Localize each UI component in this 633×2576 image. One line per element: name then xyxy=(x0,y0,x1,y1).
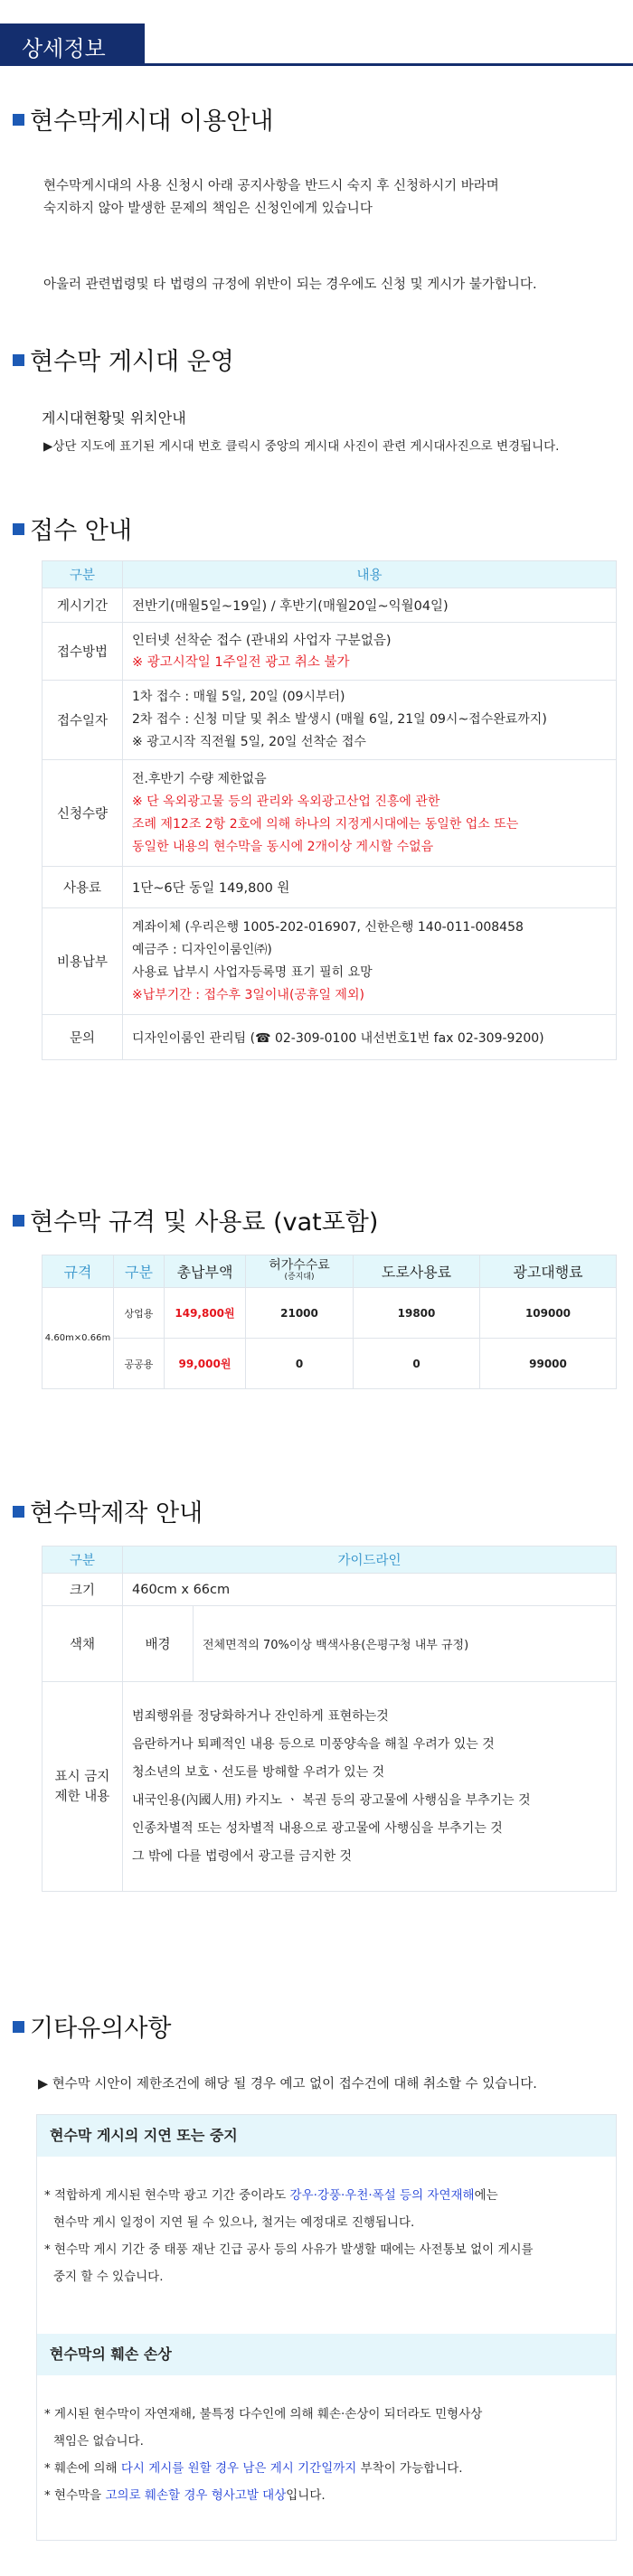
reception-row-value: 인터넷 선착순 접수 (관내외 사업자 구분없음) ※ 광고시작일 1주일전 광고 취소 불가 xyxy=(123,623,617,681)
production-ban-list xyxy=(123,1682,617,1892)
reception-row-label: 게시기간 xyxy=(43,588,123,623)
ban-item: 인종차별적 또는 성차별적 내용으로 광고물에 사행심을 부추기는 것 xyxy=(132,1820,503,1836)
delay-box-title: 현수막 게시의 지연 또는 중지 xyxy=(37,2115,616,2157)
section4-title: 현수막 규격 및 사용료 (vat포함) xyxy=(13,1202,378,1237)
fee-total-cell: 99,000원 xyxy=(165,1339,246,1389)
reception-row-label: 신청수량 xyxy=(43,760,123,867)
fee-table xyxy=(42,1255,617,1389)
production-ban-label: 표시 금지 제한 내용 xyxy=(43,1682,123,1892)
section6-title: 기타유의사항 xyxy=(13,2008,172,2044)
section1-text-1: 현수막게시대의 사용 신청시 아래 공지사항을 반드시 숙지 후 신청하시기 바라며 xyxy=(43,179,499,193)
reception-row-label: 사용료 xyxy=(43,867,123,908)
reception-row-value: 1차 접수 : 매월 5일, 20일 (09시부터) 2차 접수 : 신청 미달 및 취소 발생시 (매월 6일, 21일 09시~접수완료까지) ※ 광고시작 직전월 5일, 20일 선착순 접수 xyxy=(123,681,617,760)
ban-item: 그 밖에 다를 법령에서 광고를 금지한 것 xyxy=(132,1848,353,1864)
detail-tab-label: 상세정보 xyxy=(22,36,106,61)
section5-title: 현수막제작 안내 xyxy=(13,1493,203,1528)
fee-permit-cell: 21000 xyxy=(246,1288,354,1339)
reception-table xyxy=(42,560,617,1060)
location-subtitle: 게시대현황및 위치안내 xyxy=(42,409,186,427)
reception-row-value: 1단~6단 동일 149,800 원 xyxy=(123,867,617,908)
section3-title: 접수 안내 xyxy=(13,511,132,546)
reception-row-label: 접수방법 xyxy=(43,623,123,681)
section1-text-3: 아울러 관련법령및 타 법령의 규정에 위반이 되는 경우에도 신청 및 게시가 불가합니다. xyxy=(43,277,537,292)
damage-box-title: 현수막의 훼손 손상 xyxy=(37,2334,616,2375)
fee-header-size: 규격 xyxy=(43,1255,114,1288)
fee-road-cell: 19800 xyxy=(354,1288,480,1339)
production-size-label: 크기 xyxy=(43,1574,123,1606)
location-note: ▶상단 지도에 표기된 게시대 번호 클릭시 중앙의 게시대 사진이 관련 게시대사진으로 변경됩니다. xyxy=(43,439,560,454)
damage-box-body: * 게시된 현수막이 자연재해, 불특정 다수인에 의해 훼손·손상이 되더라도 민형사상 책임은 없습니다. * 훼손에 의해 다시 게시를 원할 경우 남은 게시 기간일까지 부착이 가능합니다. * 현수막을 고의로 훼손할 경우 형사고발 대상입니다. xyxy=(44,2407,483,2503)
square-bullet-icon xyxy=(13,114,24,126)
section1-title: 현수막게시대 이용안내 xyxy=(13,101,273,136)
square-bullet-icon xyxy=(13,354,24,366)
fee-type-cell: 공공용 xyxy=(114,1339,165,1389)
production-color-label: 색채 xyxy=(43,1606,123,1682)
delay-box-body: * 적합하게 게시된 현수막 광고 기간 중이라도 강우·강풍·우천·폭설 등의 자연재해에는 현수막 게시 일정이 지연 될 수 있으나, 철거는 예정대로 진행됩니다. * 현수막 게시 기간 중 태풍 재난 긴급 공사 등의 사유가 발생할 때에는 사전통보 없이 게시를 중지 할 수 있습니다. xyxy=(44,2188,534,2284)
fee-permit-cell: 0 xyxy=(246,1339,354,1389)
detail-header xyxy=(0,0,633,71)
fee-agency-cell: 109000 xyxy=(480,1288,617,1339)
ban-item: 내국인용(內國人用) 카지노 ㆍ 복권 등의 광고물에 사행심을 부추기는 것 xyxy=(132,1792,531,1808)
square-bullet-icon xyxy=(13,1215,24,1227)
production-size-value: 460cm x 66cm xyxy=(123,1574,617,1606)
reception-header-category: 구분 xyxy=(43,561,123,588)
production-color-value: 전체면적의 70%이상 백색사용(은평구청 내부 규정) xyxy=(194,1606,617,1682)
square-bullet-icon xyxy=(13,523,24,535)
section2-title: 현수막 게시대 운영 xyxy=(13,342,234,377)
square-bullet-icon xyxy=(13,1506,24,1518)
fee-total-cell: 149,800원 xyxy=(165,1288,246,1339)
fee-header-permit: 허가수수료 (증지대) xyxy=(246,1255,354,1288)
fee-header-road: 도로사용료 xyxy=(354,1255,480,1288)
detail-tab xyxy=(0,24,145,63)
fee-header-type: 구분 xyxy=(114,1255,165,1288)
section1-text-2: 숙지하지 않아 발생한 문제의 책임은 신청인에게 있습니다 xyxy=(43,202,373,216)
reception-row-value: 전반기(매월5일~19일) / 후반기(매월20일~익월04일) xyxy=(123,588,617,623)
production-table xyxy=(42,1546,617,1892)
notice-box xyxy=(36,2114,617,2541)
ban-item: 범죄행위를 정당화하거나 잔인하게 표현하는것 xyxy=(132,1708,389,1724)
fee-header-total: 총납부액 xyxy=(165,1255,246,1288)
production-header-guideline: 가이드라인 xyxy=(123,1547,617,1574)
fee-road-cell: 0 xyxy=(354,1339,480,1389)
reception-row-label: 접수일자 xyxy=(43,681,123,760)
reception-row-value: 계좌이체 (우리은행 1005-202-016907, 신한은행 140-011-008458 예금주 : 디자인이룸인㈜) 사용료 납부시 사업자등록명 표기 필히 요망 ※납부기간 : 접수후 3일이내(공휴일 제외) xyxy=(123,908,617,1015)
reception-row-label: 비용납부 xyxy=(43,908,123,1015)
fee-type-cell: 상업용 xyxy=(114,1288,165,1339)
square-bullet-icon xyxy=(13,2021,24,2033)
reception-row-value: 전.후반기 수량 제한없음 ※ 단 옥외광고물 등의 관리와 옥외광고산업 진흥에 관한 조례 제12조 2항 2호에 의해 하나의 지정게시대에는 동일한 업소 또는 동일한 내용의 현수막을 동시에 2개이상 게시할 수없음 xyxy=(123,760,617,867)
reception-header-content: 내용 xyxy=(123,561,617,588)
cancel-note: ▶ 현수막 시안이 제한조건에 해당 될 경우 예고 없이 접수건에 대해 취소할 수 있습니다. xyxy=(38,2077,537,2092)
header-divider xyxy=(0,63,633,66)
fee-header-agency: 광고대행료 xyxy=(480,1255,617,1288)
ban-item: 청소년의 보호ㆍ선도를 방해할 우려가 있는 것 xyxy=(132,1764,385,1780)
reception-row-label: 문의 xyxy=(43,1015,123,1060)
production-header-category: 구분 xyxy=(43,1547,123,1574)
fee-agency-cell: 99000 xyxy=(480,1339,617,1389)
production-color-sub: 배경 xyxy=(123,1606,194,1682)
fee-size-cell: 4.60m×0.66m xyxy=(43,1288,114,1389)
reception-row-value: 디자인이룸인 관리팀 (☎ 02-309-0100 내선번호1번 fax 02-309-9200) xyxy=(123,1015,617,1060)
ban-item: 음란하거나 퇴폐적인 내용 등으로 미풍양속을 해칠 우려가 있는 것 xyxy=(132,1736,495,1752)
